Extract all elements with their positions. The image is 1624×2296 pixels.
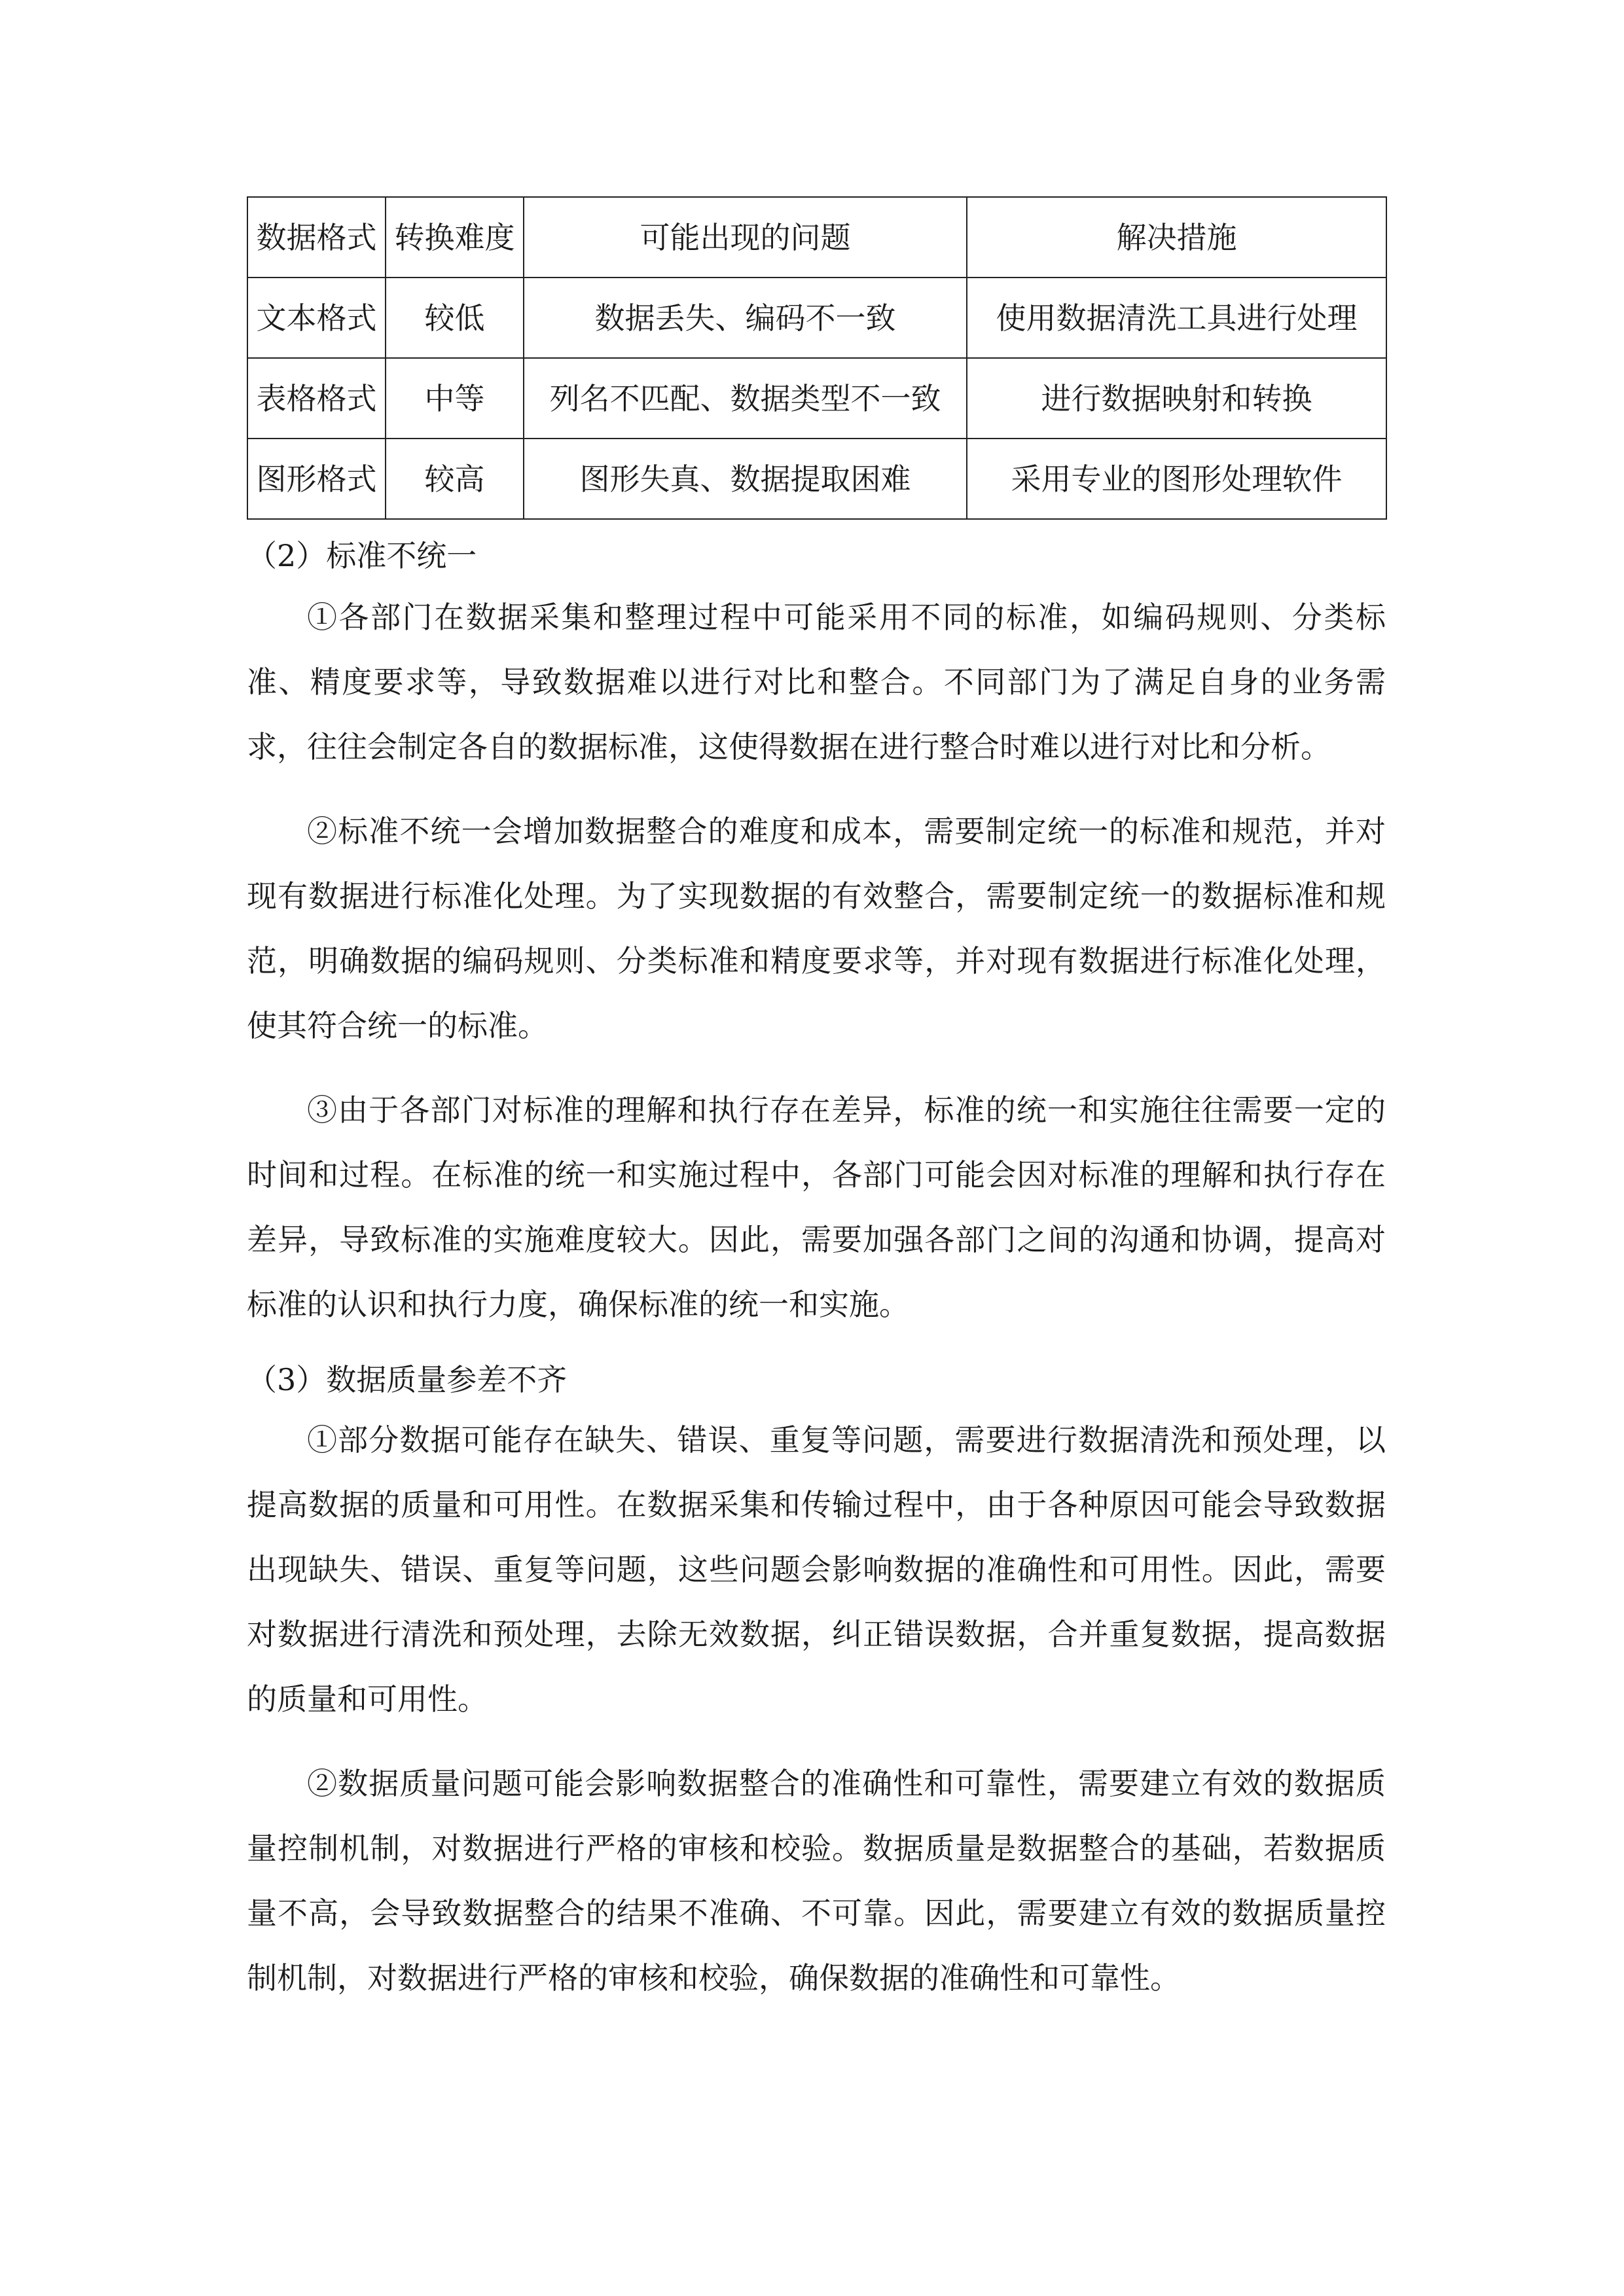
- cell-format: 表格格式: [247, 358, 386, 439]
- paragraph: ②标准不统一会增加数据整合的难度和成本，需要制定统一的标准和规范，并对现有数据进行标准化处理。为了实现数据的有效整合，需要制定统一的数据标准和规范，明确数据的编码规则、分类标准和精度要求等，并对现有数据进行标准化处理，使其符合统一的标准。: [247, 813, 1386, 1043]
- cell-solution: 使用数据清洗工具进行处理: [967, 278, 1386, 358]
- cell-difficulty: 较高: [386, 439, 524, 519]
- document-page: [247, 196, 1386, 2011]
- paragraph: ①各部门在数据采集和整理过程中可能采用不同的标准，如编码规则、分类标准、精度要求等，导致数据难以进行对比和整合。不同部门为了满足自身的业务需求，往往会制定各自的数据标准，这使得数据在进行整合时难以进行对比和分析。: [247, 599, 1386, 764]
- table-header-row: [247, 197, 1386, 278]
- header-solutions: 解决措施: [967, 197, 1386, 278]
- cell-solution: 采用专业的图形处理软件: [967, 439, 1386, 519]
- section-heading-standards: （2）标准不统一: [247, 538, 477, 573]
- format-comparison-table: [247, 196, 1387, 520]
- cell-format: 文本格式: [247, 278, 386, 358]
- cell-problem: 列名不匹配、数据类型不一致: [524, 358, 967, 439]
- header-possible-problems: 可能出现的问题: [524, 197, 967, 278]
- cell-difficulty: 较低: [386, 278, 524, 358]
- table-row: [247, 278, 1386, 358]
- table-row: [247, 439, 1386, 519]
- header-data-format: 数据格式: [247, 197, 386, 278]
- paragraph: ①部分数据可能存在缺失、错误、重复等问题，需要进行数据清洗和预处理，以提高数据的质量和可用性。在数据采集和传输过程中，由于各种原因可能会导致数据出现缺失、错误、重复等问题，这些问题会影响数据的准确性和可用性。因此，需要对数据进行清洗和预处理，去除无效数据，纠正错误数据，合并重复数据，提高数据的质量和可用性。: [247, 1422, 1386, 1717]
- cell-format: 图形格式: [247, 439, 386, 519]
- cell-solution: 进行数据映射和转换: [967, 358, 1386, 439]
- cell-problem: 图形失真、数据提取困难: [524, 439, 967, 519]
- header-conversion-difficulty: 转换难度: [386, 197, 524, 278]
- section-heading-data-quality: （3）数据质量参差不齐: [247, 1361, 568, 1397]
- cell-difficulty: 中等: [386, 358, 524, 439]
- paragraph: ②数据质量问题可能会影响数据整合的准确性和可靠性，需要建立有效的数据质量控制机制，对数据进行严格的审核和校验。数据质量是数据整合的基础，若数据质量不高，会导致数据整合的结果不准确、不可靠。因此，需要建立有效的数据质量控制机制，对数据进行严格的审核和校验，确保数据的准确性和可靠性。: [247, 1765, 1386, 1996]
- table-row: [247, 358, 1386, 439]
- paragraph: ③由于各部门对标准的理解和执行存在差异，标准的统一和实施往往需要一定的时间和过程。在标准的统一和实施过程中，各部门可能会因对标准的理解和执行存在差异，导致标准的实施难度较大。因此，需要加强各部门之间的沟通和协调，提高对标准的认识和执行力度，确保标准的统一和实施。: [247, 1092, 1386, 1322]
- cell-problem: 数据丢失、编码不一致: [524, 278, 967, 358]
